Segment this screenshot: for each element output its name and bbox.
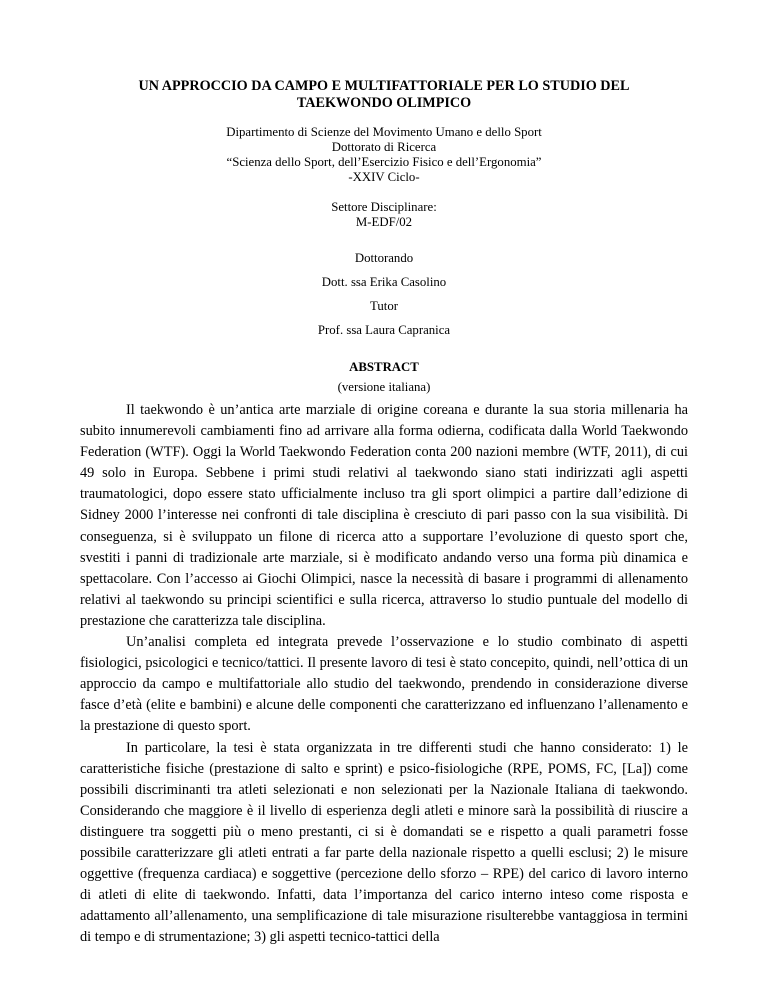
tutor-label: Tutor <box>370 299 398 313</box>
affiliation <box>80 125 688 185</box>
document-page <box>80 78 688 948</box>
abstract-heading: ABSTRACT <box>349 360 419 374</box>
document-title <box>80 78 688 112</box>
sector-label: Settore Disciplinare: <box>331 200 437 214</box>
doctorate: Dottorato di Ricerca <box>331 140 437 154</box>
candidate-name: Dott. ssa Erika Casolino <box>321 275 447 289</box>
cycle: -XXIV Ciclo- <box>348 170 420 184</box>
sector-code: M-EDF/02 <box>355 215 413 229</box>
doctorate-program: “Scienza dello Sport, dell’Esercizio Fisico e dell’Ergonomia” <box>226 155 542 169</box>
abstract-body <box>80 400 688 948</box>
tutor-name: Prof. ssa Laura Capranica <box>317 323 451 337</box>
candidate-label: Dottorando <box>354 251 414 265</box>
title-line-1: UN APPROCCIO DA CAMPO E MULTIFATTORIALE PER LO STUDIO DEL <box>138 78 630 94</box>
title-line-2: TAEKWONDO OLIMPICO <box>296 95 472 111</box>
disciplinary-sector <box>80 200 688 230</box>
department: Dipartimento di Scienze del Movimento Umano e dello Sport <box>226 125 542 139</box>
abstract-paragraph-1: Il taekwondo è un’antica arte marziale di origine coreana e durante la sua storia millenaria ha subito innumerevoli cambiamenti fino ad arrivare alla forma odierna, codificata dalla World Taekwondo Federation (WTF). Oggi la World Taekwondo Federation conta 200 nazioni membre (WTF, 2011), di cui 49 solo in Europa. Sebbene i primi studi relativi al taekwondo siano stati indirizzati agli aspetti traumatologici, dopo essere stato ufficialmente incluso tra gli sport olimpici a partire dall’edizione di Sidney 2000 l’interesse nei confronti di tale disciplina è cresciuto di pari passo con la sua visibilità. Di conseguenza, si è sviluppato un filone di ricerca atto a supportare l’evoluzione di questo sport che, svestiti i panni di tradizionale arte marziale, si è modificato andando verso una forma più dinamica e spettacolare. Con l’accesso ai Giochi Olimpici, nasce la necessità di basare i programmi di allenamento relativi al taekwondo su principi scientifici e sulla ricerca, attraverso lo studio puntuale del modello di prestazione che caratterizza tale disciplina. <box>80 402 688 629</box>
abstract-paragraph-2: Un’analisi completa ed integrata prevede l’osservazione e lo studio combinato di aspetti fisiologici, psicologici e tecnico/tattici. Il presente lavoro di tesi è stato concepito, quindi, nell’ottica di un approccio da campo e multifattoriale allo studio del taekwondo, prendendo in considerazione diverse fasce d’età (elite e bambini) e alcune delle componenti che caratterizzano ed influenzano l’allenamento e la prestazione di questo sport. <box>80 634 688 735</box>
abstract-paragraph-3: In particolare, la tesi è stata organizzata in tre differenti studi che hanno considerato: 1) le caratteristiche fisiche (prestazione di salto e sprint) e psico-fisiologiche (RPE, POMS, FC, [La]) come possibili discriminanti tra atleti selezionati e non selezionati per la Nazionale Italiana di taekwondo. Considerando che maggiore è il livello di esperienza degli atleti e minore sarà la possibilità di riuscire a distinguere tra soggetti più o meno prestanti, ci si è domandati se e rispetto a quali parametri fosse possibile caratterizzare gli atleti entrati a far parte della nazionale rispetto a quelli esclusi; 2) le misure oggettive (frequenza cardiaca) e soggettive (percezione dello sforzo – RPE) del carico di lavoro interno di atleti di elite di taekwondo. Infatti, data l’importanza del carico interno inteso come risposta e adattamento all’allenamento, una semplificazione di tale misurazione risulterebbe vantaggiosa in termini di tempo e di strumentazione; 3) gli aspetti tecnico-tattici della <box>80 739 688 946</box>
abstract-subheading: (versione italiana) <box>337 380 431 394</box>
